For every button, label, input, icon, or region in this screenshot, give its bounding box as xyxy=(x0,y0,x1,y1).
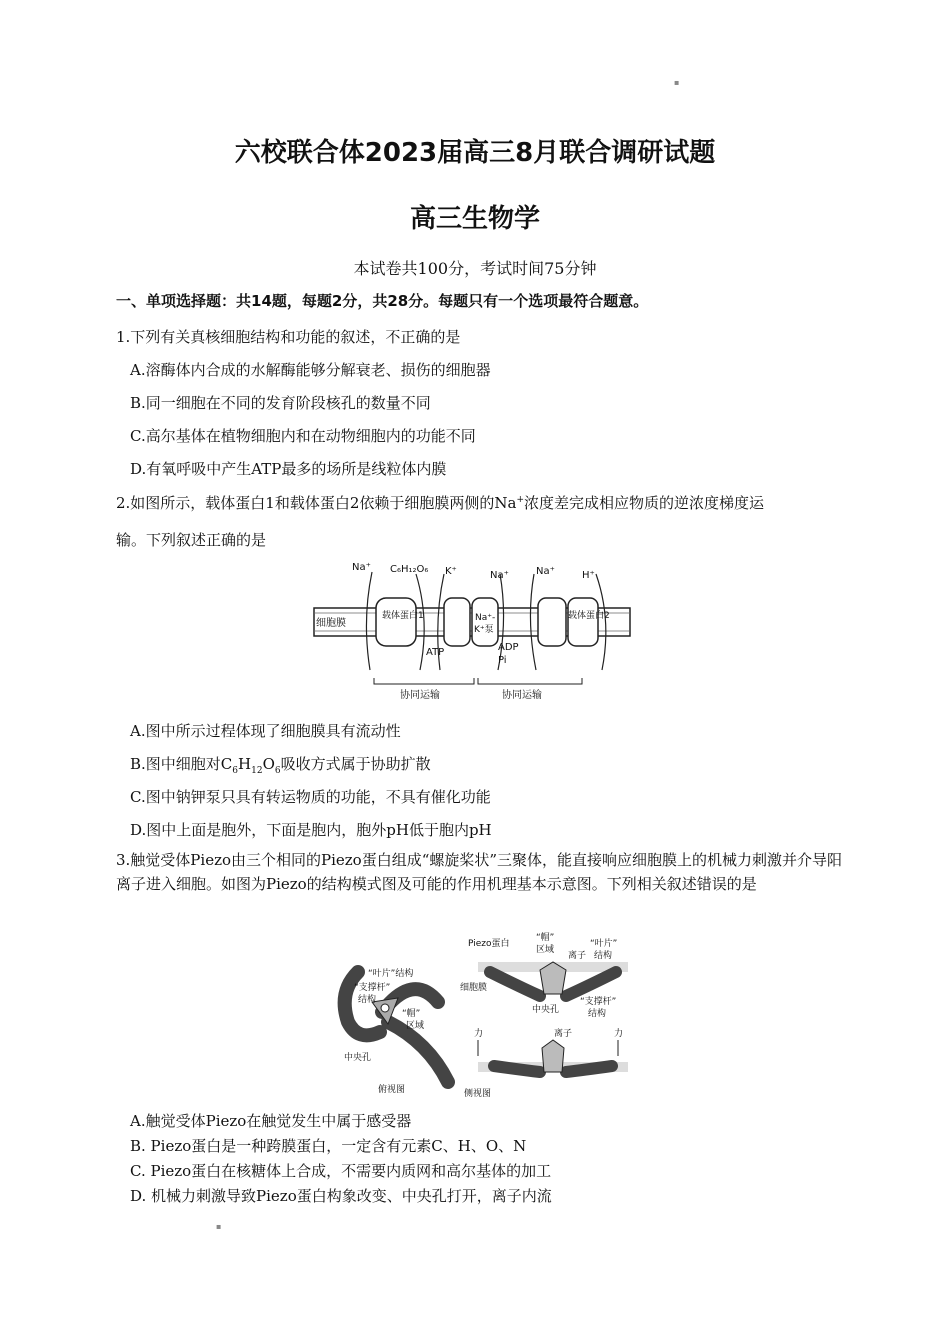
q2-option-b: B.图中细胞对$C_6H_{12}O_6$吸收方式属于协助扩散 xyxy=(130,755,431,776)
label-region-2: 区域 xyxy=(536,945,555,955)
q2-option-d: D.图中上面是胞外，下面是胞内，胞外pH低于胞内pH xyxy=(130,821,492,839)
label-central-pore-2: 中央孔 xyxy=(532,1005,560,1015)
label-cotransport-2: 协同运输 xyxy=(502,690,542,701)
label-strut-structure: 结构 xyxy=(358,995,377,1005)
label-blade: “叶片”结构 xyxy=(368,969,414,979)
scan-mark-2: ▪ xyxy=(216,1222,222,1231)
q2-stem: 2.如图所示，载体蛋白1和载体蛋白2依赖于细胞膜两侧的Na+浓度差完成相应物质的逆浓度梯度运 xyxy=(116,494,765,512)
label-k: K⁺ xyxy=(445,566,457,577)
q3-figure xyxy=(318,932,638,1102)
label-ion-2: 离子 xyxy=(554,1029,573,1039)
label-force-1: 力 xyxy=(474,1029,484,1039)
label-structure-2: 结构 xyxy=(594,951,613,961)
label-structure-3: 结构 xyxy=(588,1009,607,1019)
label-h: H⁺ xyxy=(582,570,595,581)
label-cap-2: “帽” xyxy=(536,933,555,943)
label-piezo-protein: Piezo蛋白 xyxy=(468,939,510,949)
q1-option-b: B.同一细胞在不同的发育阶段核孔的数量不同 xyxy=(130,394,431,412)
label-cell-membrane: 细胞膜 xyxy=(460,983,488,993)
arrow-glucose xyxy=(416,574,424,670)
subject-title: 高三生物学 xyxy=(409,204,540,234)
label-na3: Na⁺ xyxy=(536,566,555,577)
label-blade-2: “叶片” xyxy=(590,939,618,949)
label-strut-2: “支撑杆” xyxy=(580,997,617,1007)
pump-label-2: K⁺泵 xyxy=(474,625,494,635)
q2-option-a: A.图中所示过程体现了细胞膜具有流动性 xyxy=(130,722,401,740)
label-atp: ATP xyxy=(426,647,445,658)
carrier2-label: 载体蛋白2 xyxy=(568,611,610,621)
top-view-diagram xyxy=(344,967,448,1095)
pump-label-1: Na⁺- xyxy=(475,613,496,623)
scan-mark: ▪ xyxy=(674,78,680,87)
label-adp: ADP xyxy=(498,642,519,653)
label-cotransport-1: 协同运输 xyxy=(400,690,440,701)
q3-option-b: B. Piezo蛋白是一种跨膜蛋白，一定含有元素C、H、O、N xyxy=(130,1137,527,1155)
exam-title: 六校联合体2023届高三8月联合调研试题 xyxy=(234,138,716,168)
side-view-diagram xyxy=(460,932,628,1099)
arrow-na3 xyxy=(530,574,536,670)
q3-option-a: A.触觉受体Piezo在触觉发生中属于感受器 xyxy=(130,1112,412,1130)
q2-option-c: C.图中钠钾泵只具有转运物质的功能，不具有催化功能 xyxy=(130,788,491,806)
label-cap: “帽” xyxy=(402,1009,421,1019)
label-side-view: 侧视图 xyxy=(464,1089,492,1099)
carrier1-label: 载体蛋白1 xyxy=(382,611,424,621)
section-heading: 一、单项选择题：共14题，每题2分，共28分。每题只有一个选项最符合题意。 xyxy=(116,292,649,310)
arrow-na1 xyxy=(366,572,372,670)
label-ion: 离子 xyxy=(568,951,587,961)
exam-info: 本试卷共100分，考试时间75分钟 xyxy=(353,259,597,278)
label-pi: Pi xyxy=(498,655,507,666)
label-top-view: 俯视图 xyxy=(378,1085,406,1095)
q3-option-d: D. 机械力刺激导致Piezo蛋白构象改变、中央孔打开，离子内流 xyxy=(130,1187,552,1205)
label-cap-region: 区域 xyxy=(406,1021,425,1031)
membrane-label: 细胞膜 xyxy=(316,618,346,629)
q3-option-c: C. Piezo蛋白在核糖体上合成，不需要内质网和高尔基体的加工 xyxy=(130,1162,552,1180)
q1-option-c: C.高尔基体在植物细胞内和在动物细胞内的功能不同 xyxy=(130,427,476,445)
label-force-2: 力 xyxy=(614,1029,624,1039)
q3-stem: 3.触觉受体Piezo由三个相同的Piezo蛋白组成“螺旋桨状”三聚体，能直接响应细胞膜上的机械力刺激并介导阳离子进入细胞。如图为Piezo的结构模式图及可能的作用机理基本示意图。下列相关叙述错误的是 xyxy=(116,851,843,893)
label-strut: “支撑杆” xyxy=(354,983,391,993)
label-na2: Na⁺ xyxy=(490,570,509,581)
label-na1: Na⁺ xyxy=(352,562,371,573)
q2-stem-cont: 输。下列叙述正确的是 xyxy=(116,531,267,549)
q2-figure xyxy=(312,560,632,710)
q1-option-a: A.溶酶体内合成的水解酶能够分解衰老、损伤的细胞器 xyxy=(130,361,491,379)
label-central-pore: 中央孔 xyxy=(344,1053,372,1063)
q1-option-d: D.有氧呼吸中产生ATP最多的场所是线粒体内膜 xyxy=(130,460,447,478)
label-glucose: C₆H₁₂O₆ xyxy=(390,564,429,575)
q1-stem: 1.下列有关真核细胞结构和功能的叙述，不正确的是 xyxy=(116,328,461,346)
